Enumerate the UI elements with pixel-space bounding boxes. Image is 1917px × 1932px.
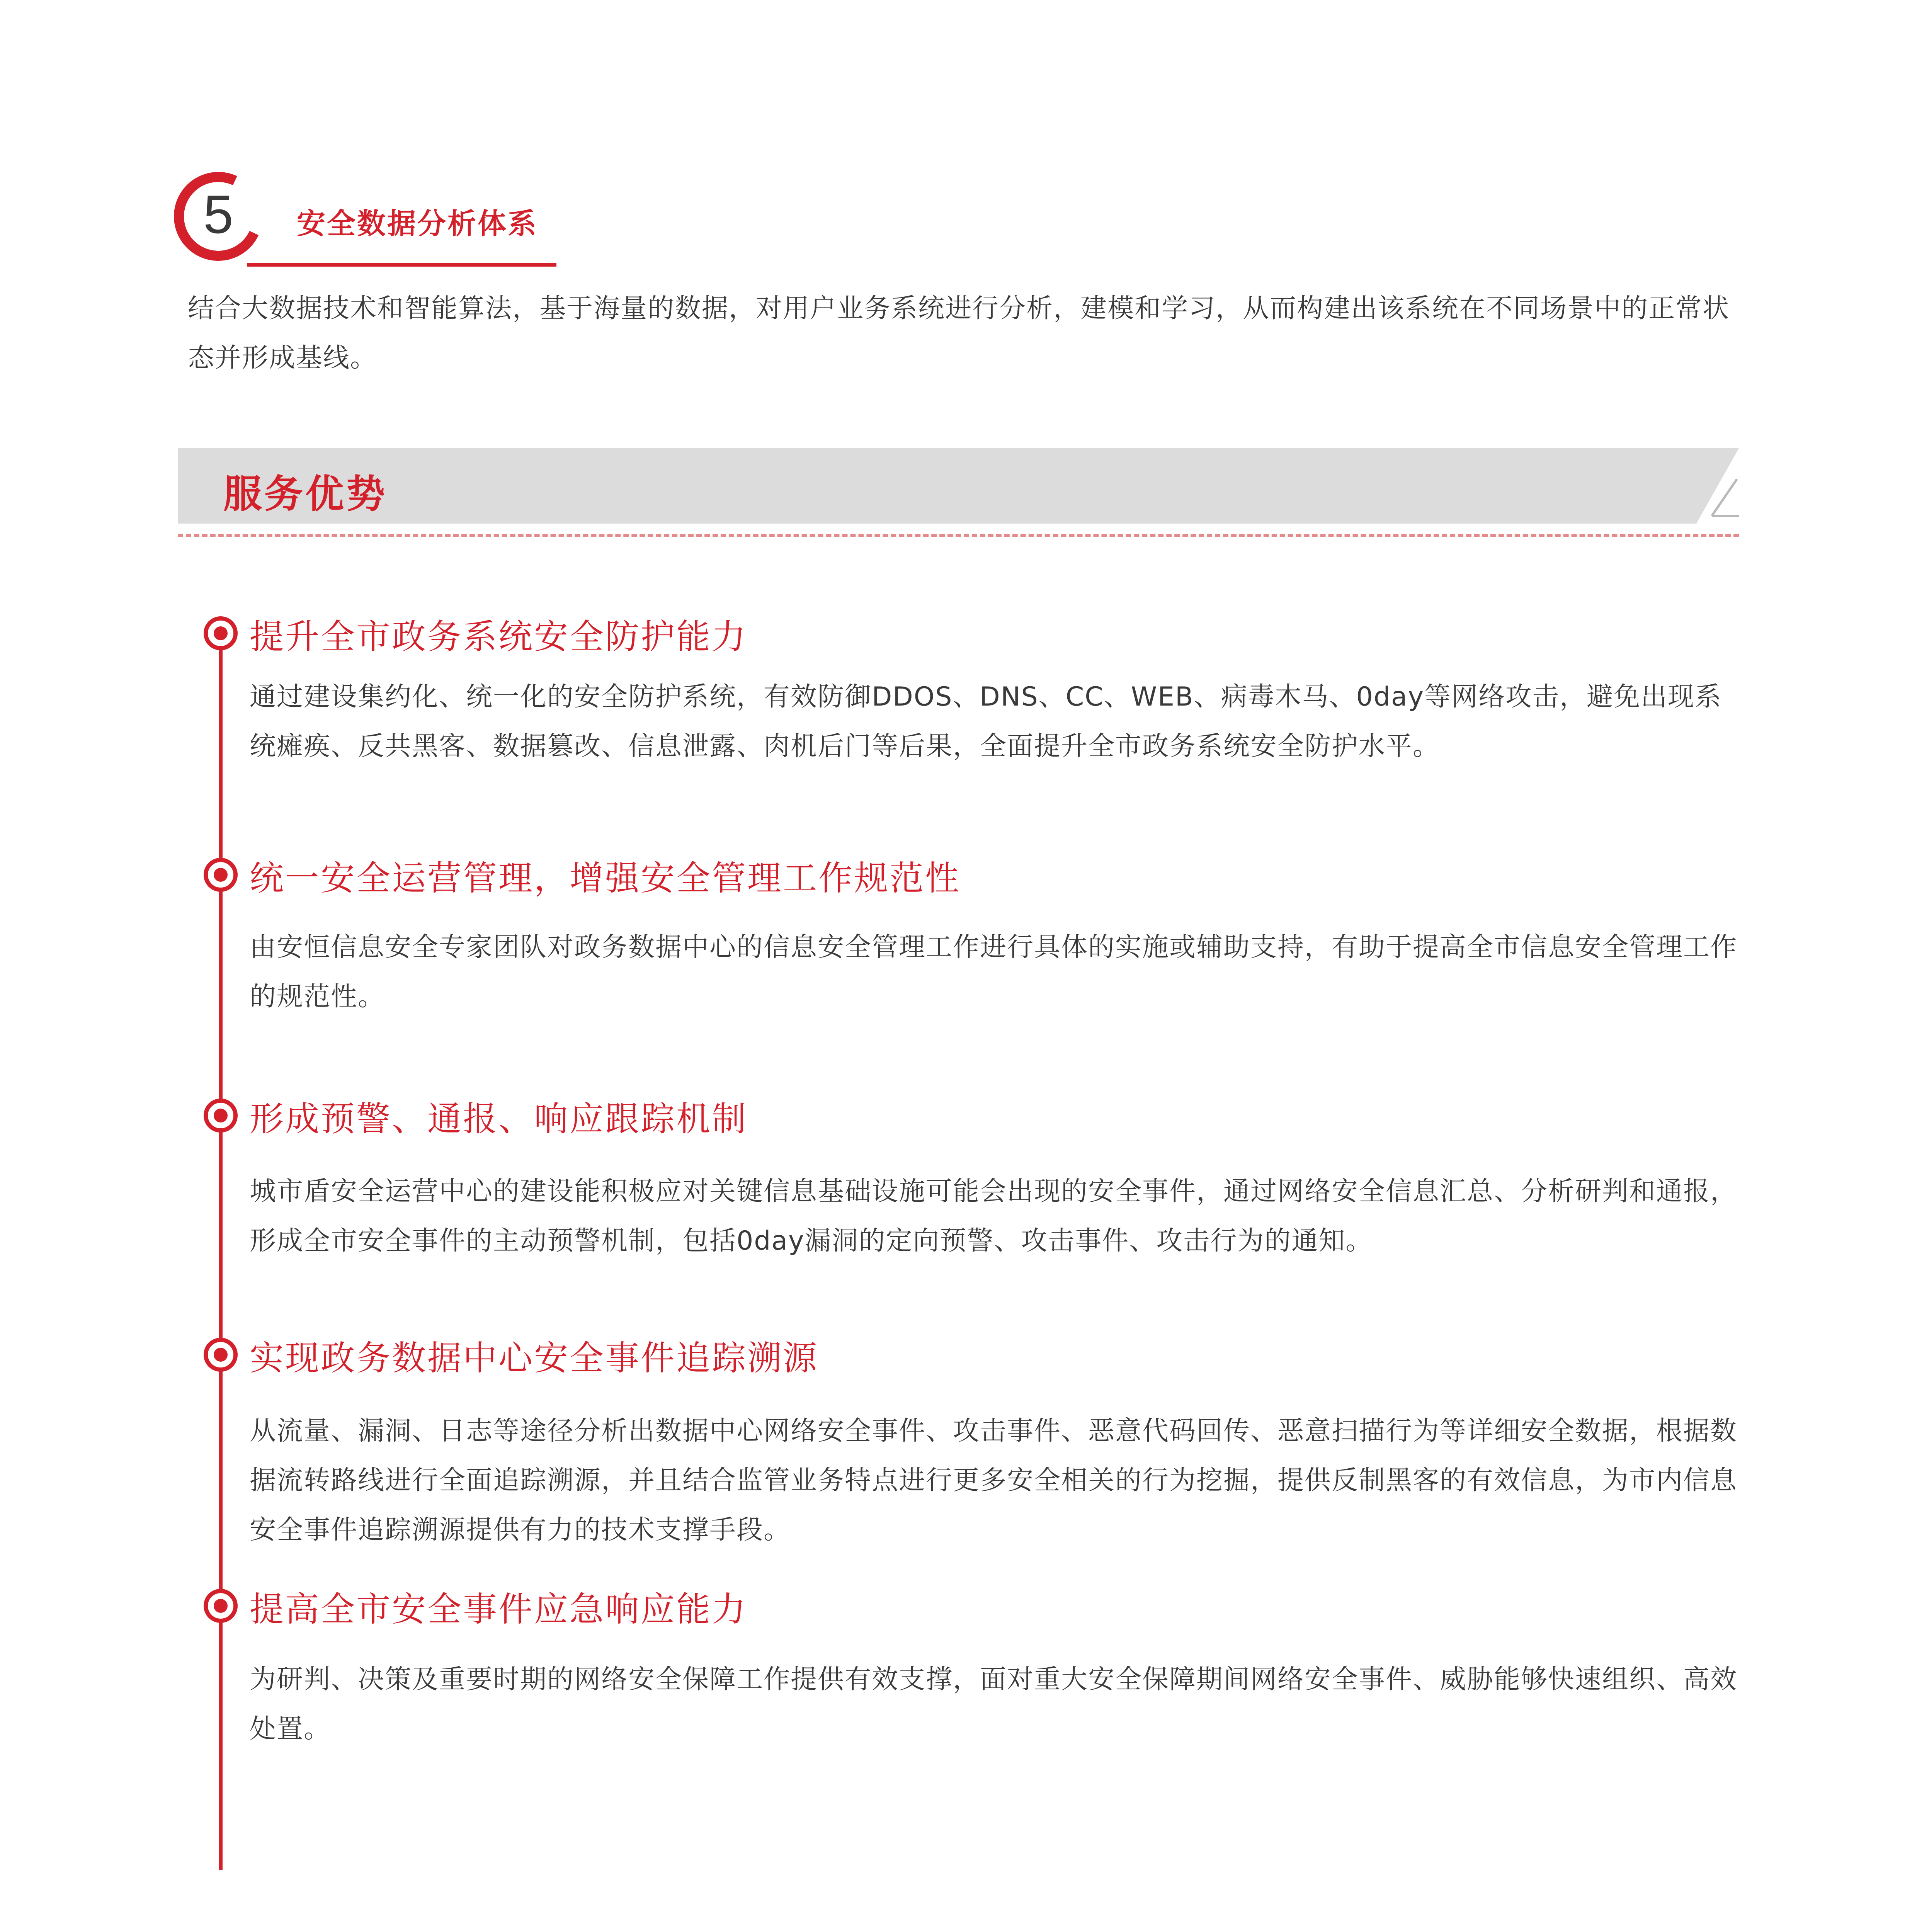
advantage-body: 通过建设集约化、统一化的安全防护系统，有效防御DDOS、DNS、CC、WEB、病毒木马、0day等网络攻击，避免出现系统瘫痪、反共黑客、数据篡改、信息泄露、肉机后门等后果，全面提升全市政务系统安全防护水平。 [250,682,1722,762]
advantage-title: 提高全市安全事件应急响应能力 [250,1589,748,1629]
timeline-line [219,618,223,1870]
section-title-underline [247,263,556,267]
advantage-body: 为研判、决策及重要时期的网络安全保障工作提供有效支撑，面对重大安全保障期间网络安全事件、威胁能够快速组织、高效处置。 [250,1664,1738,1744]
section-title: 安全数据分析体系 [297,207,538,240]
bullseye-icon [204,1338,238,1372]
advantage-body: 城市盾安全运营中心的建设能积极应对关键信息基础设施可能会出现的安全事件，通过网络安全信息汇总、分析研判和通报，形成全市安全事件的主动预警机制，包括0day漏洞的定向预警、攻击事件、攻击行为的通知。 [250,1176,1738,1256]
advantages-banner [178,448,1739,524]
advantage-body: 从流量、漏洞、日志等途径分析出数据中心网络安全事件、攻击事件、恶意代码回传、恶意扫描行为等详细安全数据，根据数据流转路线进行全面追踪溯源，并且结合监管业务特点进行更多安全相关的行为挖掘，提供反制黑客的有效信息，为市内信息安全事件追踪溯源提供有力的技术支撑手段。 [250,1416,1738,1545]
advantages-divider [178,534,1739,537]
advantage-body: 由安恒信息安全专家团队对政务数据中心的信息安全管理工作进行具体的实施或辅助支持，有助于提高全市信息安全管理工作的规范性。 [250,932,1738,1012]
bullseye-icon [204,1589,238,1623]
advantages-heading: 服务优势 [223,471,387,517]
bullseye-icon [204,1099,238,1133]
advantage-title: 实现政务数据中心安全事件追踪溯源 [250,1338,819,1378]
section-number: 5 [203,184,233,245]
banner-corner-decoration [1696,448,1739,524]
bullseye-icon [204,858,238,892]
advantage-title: 统一安全运营管理，增强安全管理工作规范性 [250,858,961,898]
advantage-title: 提升全市政务系统安全防护能力 [250,617,748,656]
advantage-title: 形成预警、通报、响应跟踪机制 [250,1099,748,1139]
bullseye-icon [204,616,238,650]
section-intro: 结合大数据技术和智能算法，基于海量的数据，对用户业务系统进行分析，建模和学习，从而构建出该系统在不同场景中的正常状态并形成基线。 [188,293,1730,373]
